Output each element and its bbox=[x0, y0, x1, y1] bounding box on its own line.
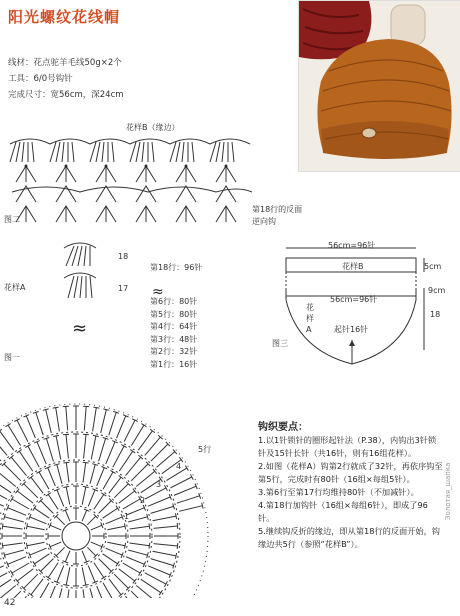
stitch-mark bbox=[145, 488, 166, 499]
stitch-mark bbox=[119, 476, 124, 480]
stitch-mark bbox=[27, 526, 45, 530]
stitch-mark bbox=[149, 543, 150, 549]
stitch-mark bbox=[93, 435, 99, 436]
stitch-mark bbox=[82, 510, 87, 521]
page-title: 阳光螺纹花线帽 bbox=[8, 8, 121, 26]
stitch-mark bbox=[63, 434, 69, 435]
stitch-mark bbox=[123, 563, 140, 573]
stitch-mark bbox=[99, 501, 112, 514]
stitch-mark bbox=[24, 574, 38, 588]
stitch-mark bbox=[63, 462, 69, 463]
stitch-mark bbox=[41, 501, 54, 514]
stitch-mark bbox=[119, 593, 124, 597]
stitch-mark bbox=[3, 526, 23, 529]
stitch-mark bbox=[174, 486, 196, 495]
stitch-mark bbox=[176, 553, 177, 559]
stitch-mark bbox=[31, 477, 43, 493]
stitch-mark bbox=[141, 579, 161, 592]
stitch-mark bbox=[83, 486, 89, 487]
pattern-b-label: 花样B（缘边） bbox=[126, 123, 180, 132]
stitch-mark bbox=[99, 559, 112, 572]
stitch-mark bbox=[88, 566, 95, 583]
tip-2: 2.如图（花样A）钩第2行就成了32针，再依序钩至第5行，完成时有80针（16组×每组5针）。 bbox=[258, 461, 443, 484]
stitch-mark bbox=[26, 543, 27, 549]
stitch-mark bbox=[149, 523, 150, 529]
stitch-mark bbox=[131, 591, 148, 598]
stitch-mark bbox=[8, 557, 27, 565]
tip-5: 5.继续钩反折的缘边，即从第18行的反面开始，钩缘边共5行（参照“花样B”）。 bbox=[258, 526, 440, 549]
stitch-mark bbox=[46, 576, 51, 579]
stitch-mark bbox=[0, 506, 1, 513]
stitch-mark bbox=[177, 496, 200, 503]
crown-row5: 5行 bbox=[198, 445, 212, 454]
stitch-mark bbox=[65, 551, 70, 562]
stitch-mark bbox=[27, 542, 45, 546]
stitch-mark bbox=[83, 585, 89, 586]
stitch-mark bbox=[56, 436, 61, 460]
stitch-mark bbox=[29, 476, 34, 480]
stitch-mark bbox=[30, 517, 47, 524]
hat-top-width: 56cm=96针 bbox=[328, 241, 376, 250]
stitch-mark bbox=[101, 410, 107, 433]
stitch-mark bbox=[8, 425, 21, 445]
stitch-mark bbox=[125, 543, 126, 549]
stitch-mark bbox=[48, 563, 58, 578]
stitch-mark bbox=[97, 468, 105, 487]
pattern-a-row17: 17 bbox=[118, 284, 129, 293]
stitch-mark bbox=[82, 487, 86, 505]
stitch-mark bbox=[113, 446, 124, 467]
figure3-label: 图三 bbox=[272, 339, 288, 348]
crown-r3: 3 bbox=[156, 480, 162, 489]
stitch-mark bbox=[8, 508, 27, 516]
stitch-mark bbox=[84, 435, 86, 459]
stitch-mark bbox=[91, 436, 96, 460]
stitch-mark bbox=[0, 559, 1, 566]
stitch-mark bbox=[0, 566, 4, 575]
stitch-mark bbox=[103, 583, 113, 598]
stitch-mark bbox=[106, 517, 123, 524]
stitch-mark bbox=[117, 416, 126, 438]
stitch-mark bbox=[66, 567, 70, 585]
row18-note-line1: 第18行的反面 bbox=[252, 205, 303, 214]
stitch-mark bbox=[50, 542, 61, 547]
stitch-mark bbox=[0, 586, 16, 599]
stitch-mark bbox=[83, 463, 86, 483]
stitch-mark bbox=[109, 477, 121, 493]
tip-1: 1.以1针锁针的圈形起针法（P.38），内钩出3针锁针及15针长针（共16针，则有16组花样）。 bbox=[258, 435, 437, 458]
stitch-mark bbox=[53, 407, 59, 408]
tool-info: 工具：6/0号钩针 bbox=[8, 74, 73, 84]
count-row18: 第18行：96针 bbox=[150, 263, 203, 272]
hat-row18: 18 bbox=[430, 310, 441, 319]
stitch-mark bbox=[130, 526, 150, 529]
stitch-mark bbox=[26, 523, 27, 529]
stitch-mark bbox=[94, 494, 104, 509]
stitch-mark bbox=[82, 551, 87, 562]
stitch-mark bbox=[83, 590, 86, 599]
count-row1: 第1行：16针 bbox=[150, 359, 198, 369]
stitch-mark bbox=[202, 503, 203, 509]
stitch-mark bbox=[43, 409, 49, 410]
stitch-mark bbox=[103, 409, 109, 410]
stitch-mark bbox=[82, 567, 86, 585]
stitch-mark bbox=[153, 551, 177, 556]
stitch-mark bbox=[16, 579, 20, 584]
stitch-mark bbox=[145, 573, 166, 584]
size-info: 完成尺寸：宽56cm，深24cm bbox=[8, 90, 124, 100]
stitch-mark bbox=[63, 585, 69, 586]
stitch-mark bbox=[88, 490, 95, 507]
stitch-mark bbox=[57, 465, 62, 484]
stitch-mark bbox=[0, 497, 4, 506]
stitch-mark bbox=[99, 438, 106, 461]
stitch-mark bbox=[48, 494, 58, 509]
stitch-mark bbox=[28, 446, 39, 467]
stitch-mark bbox=[31, 579, 43, 595]
count-row2: 第2行：32针 bbox=[150, 347, 198, 356]
stitch-mark bbox=[83, 462, 89, 463]
stitch-mark bbox=[12, 563, 29, 573]
stitch-mark bbox=[12, 499, 29, 509]
stitch-mark bbox=[177, 543, 178, 549]
yarn-info: 线材：花点驼羊毛线50g×2个 bbox=[8, 58, 122, 68]
watermark: Золотая_шапка bbox=[444, 462, 452, 520]
stitch-mark bbox=[123, 499, 140, 509]
pattern-a-row18: 18 bbox=[118, 252, 129, 261]
stitch-mark bbox=[177, 523, 178, 529]
stitch-mark bbox=[124, 420, 135, 441]
stitch-mark bbox=[65, 510, 70, 521]
hat-height-5: 5cm bbox=[424, 262, 442, 271]
stitch-mark bbox=[10, 570, 13, 575]
figure2-label: 图二 bbox=[4, 215, 20, 224]
stitch-mark bbox=[39, 472, 49, 489]
stitch-mark bbox=[29, 593, 34, 597]
stitch-mark bbox=[151, 559, 174, 566]
stitch-mark bbox=[159, 590, 162, 595]
stitch-mark bbox=[106, 548, 123, 555]
stitch-mark bbox=[114, 574, 128, 588]
stitch-mark bbox=[48, 586, 56, 598]
stitch-mark bbox=[148, 566, 170, 575]
stitch-mark bbox=[107, 526, 125, 530]
stitch-mark bbox=[110, 470, 115, 473]
stitch-mark bbox=[5, 517, 24, 522]
figure1-label: 图一 bbox=[4, 353, 20, 362]
stitch-mark bbox=[125, 523, 126, 529]
stitch-mark bbox=[66, 590, 69, 599]
stitch-mark bbox=[106, 442, 115, 464]
row18-note-line2: 逆向钩 bbox=[252, 217, 276, 226]
stitch-mark bbox=[154, 526, 178, 528]
count-row3: 第3行：48针 bbox=[150, 334, 198, 344]
hat-pattern-b: 花样B bbox=[342, 262, 364, 271]
stitch-mark bbox=[16, 489, 20, 494]
pattern-b-chart bbox=[6, 132, 256, 236]
stitch-mark bbox=[34, 554, 49, 564]
stitch-mark bbox=[46, 493, 51, 496]
tip-3: 3.第6行至第17行均维持80针（不加减针）。 bbox=[258, 487, 419, 497]
repeat-break-icon-2: ≈ bbox=[152, 284, 164, 300]
hat-mid-width: 56cm=96针 bbox=[330, 295, 378, 304]
stitch-mark bbox=[4, 591, 21, 598]
stitch-mark bbox=[66, 463, 69, 483]
crown-chart bbox=[0, 366, 250, 602]
stitch-mark bbox=[66, 487, 70, 505]
stitch-mark bbox=[157, 452, 175, 468]
stitch-mark bbox=[119, 569, 135, 581]
stitch-mark bbox=[24, 484, 38, 498]
stitch-mark bbox=[3, 543, 23, 546]
stitch-mark bbox=[57, 566, 64, 583]
stitch-mark bbox=[36, 412, 43, 435]
stitch-mark bbox=[103, 472, 113, 489]
stitch-mark bbox=[138, 431, 152, 450]
repeat-break-icon: ≈ bbox=[72, 318, 88, 339]
stitch-mark bbox=[93, 407, 99, 408]
stitch-mark bbox=[41, 559, 54, 572]
stitch-mark bbox=[84, 406, 86, 430]
stitch-mark bbox=[48, 468, 56, 487]
stitch-mark bbox=[93, 408, 97, 432]
stitch-mark bbox=[33, 506, 36, 511]
stitch-mark bbox=[53, 435, 59, 436]
count-list bbox=[150, 296, 197, 371]
stitch-mark bbox=[39, 583, 49, 598]
stitch-mark bbox=[46, 410, 52, 433]
stitch-mark bbox=[17, 420, 28, 441]
hat-side-label: 花样A bbox=[306, 303, 314, 334]
stitch-mark bbox=[90, 588, 95, 598]
stitch-mark bbox=[97, 586, 105, 598]
hat-photo bbox=[298, 0, 460, 172]
stitch-mark bbox=[145, 437, 161, 455]
stitch-mark bbox=[5, 550, 24, 555]
stitch-mark bbox=[63, 486, 69, 487]
stitch-mark bbox=[128, 517, 147, 522]
stitch-mark bbox=[87, 547, 96, 556]
stitch-mark bbox=[10, 496, 13, 501]
stitch-mark bbox=[170, 477, 191, 488]
stitch-mark bbox=[50, 525, 61, 530]
stitch-mark bbox=[57, 588, 62, 598]
stitch-mark bbox=[17, 450, 22, 453]
crown-r4: 4 bbox=[176, 462, 182, 471]
stitch-mark bbox=[19, 451, 32, 471]
stitch-mark bbox=[17, 569, 33, 581]
tips-title: 钩织要点： bbox=[258, 422, 308, 433]
stitch-mark bbox=[153, 516, 177, 521]
stitch-mark bbox=[107, 542, 125, 546]
count-row6: 第6行：80针 bbox=[150, 297, 198, 306]
pattern-a-label: 花样A bbox=[4, 283, 26, 292]
stitch-mark bbox=[2, 543, 3, 549]
stitch-mark bbox=[151, 506, 174, 513]
stitch-mark bbox=[56, 547, 64, 556]
stitch-mark bbox=[0, 431, 14, 450]
stitch-mark bbox=[56, 408, 60, 432]
stitch-mark bbox=[91, 525, 102, 530]
pattern-a-chart bbox=[60, 236, 120, 310]
crown-r1: 1 bbox=[124, 512, 130, 521]
tip-4: 4.第18行加钩针（16组×每组6针），即成了96针。 bbox=[258, 500, 428, 523]
hat-height-9: 9cm bbox=[428, 286, 446, 295]
crown-r2: 2 bbox=[140, 496, 146, 505]
stitch-mark bbox=[176, 513, 177, 519]
stitch-mark bbox=[128, 550, 147, 555]
stitch-mark bbox=[114, 484, 128, 498]
stitch-mark bbox=[90, 465, 95, 484]
stitch-mark bbox=[154, 544, 178, 546]
stitch-mark bbox=[6, 424, 11, 427]
stitch-mark bbox=[66, 435, 68, 459]
stitch-mark bbox=[87, 516, 96, 525]
stitch-mark bbox=[2, 523, 3, 529]
stitch-mark bbox=[83, 434, 89, 435]
stitch-mark bbox=[148, 497, 170, 506]
page-number: 42 bbox=[4, 598, 16, 608]
stitch-mark bbox=[151, 444, 168, 461]
stitch-mark bbox=[103, 508, 118, 518]
stitch-mark bbox=[131, 425, 144, 445]
stitch-mark bbox=[130, 543, 150, 546]
stitch-mark bbox=[109, 579, 121, 595]
stitch-mark bbox=[46, 438, 53, 461]
tips-list bbox=[258, 434, 444, 551]
count-row4: 第4行：64针 bbox=[150, 322, 198, 331]
stitch-mark bbox=[94, 563, 104, 578]
stitch-mark bbox=[37, 442, 46, 464]
stitch-mark bbox=[17, 491, 33, 503]
count-row5: 第5行：80针 bbox=[150, 309, 198, 319]
stitch-mark bbox=[116, 506, 119, 511]
stitch-mark bbox=[30, 548, 47, 555]
stitch-mark bbox=[119, 451, 132, 471]
stitch-mark bbox=[57, 490, 64, 507]
stitch-mark bbox=[119, 491, 135, 503]
stitch-mark bbox=[109, 412, 116, 435]
stitch-mark bbox=[26, 416, 35, 438]
stitch-mark bbox=[66, 406, 68, 430]
stitch-mark bbox=[91, 542, 102, 547]
stitch-mark bbox=[103, 554, 118, 564]
hat-start: 起针16针 bbox=[334, 325, 369, 334]
stitch-mark bbox=[126, 557, 144, 565]
stitch-mark bbox=[179, 506, 202, 512]
stitch-mark bbox=[34, 508, 49, 518]
stitch-mark bbox=[56, 516, 64, 525]
